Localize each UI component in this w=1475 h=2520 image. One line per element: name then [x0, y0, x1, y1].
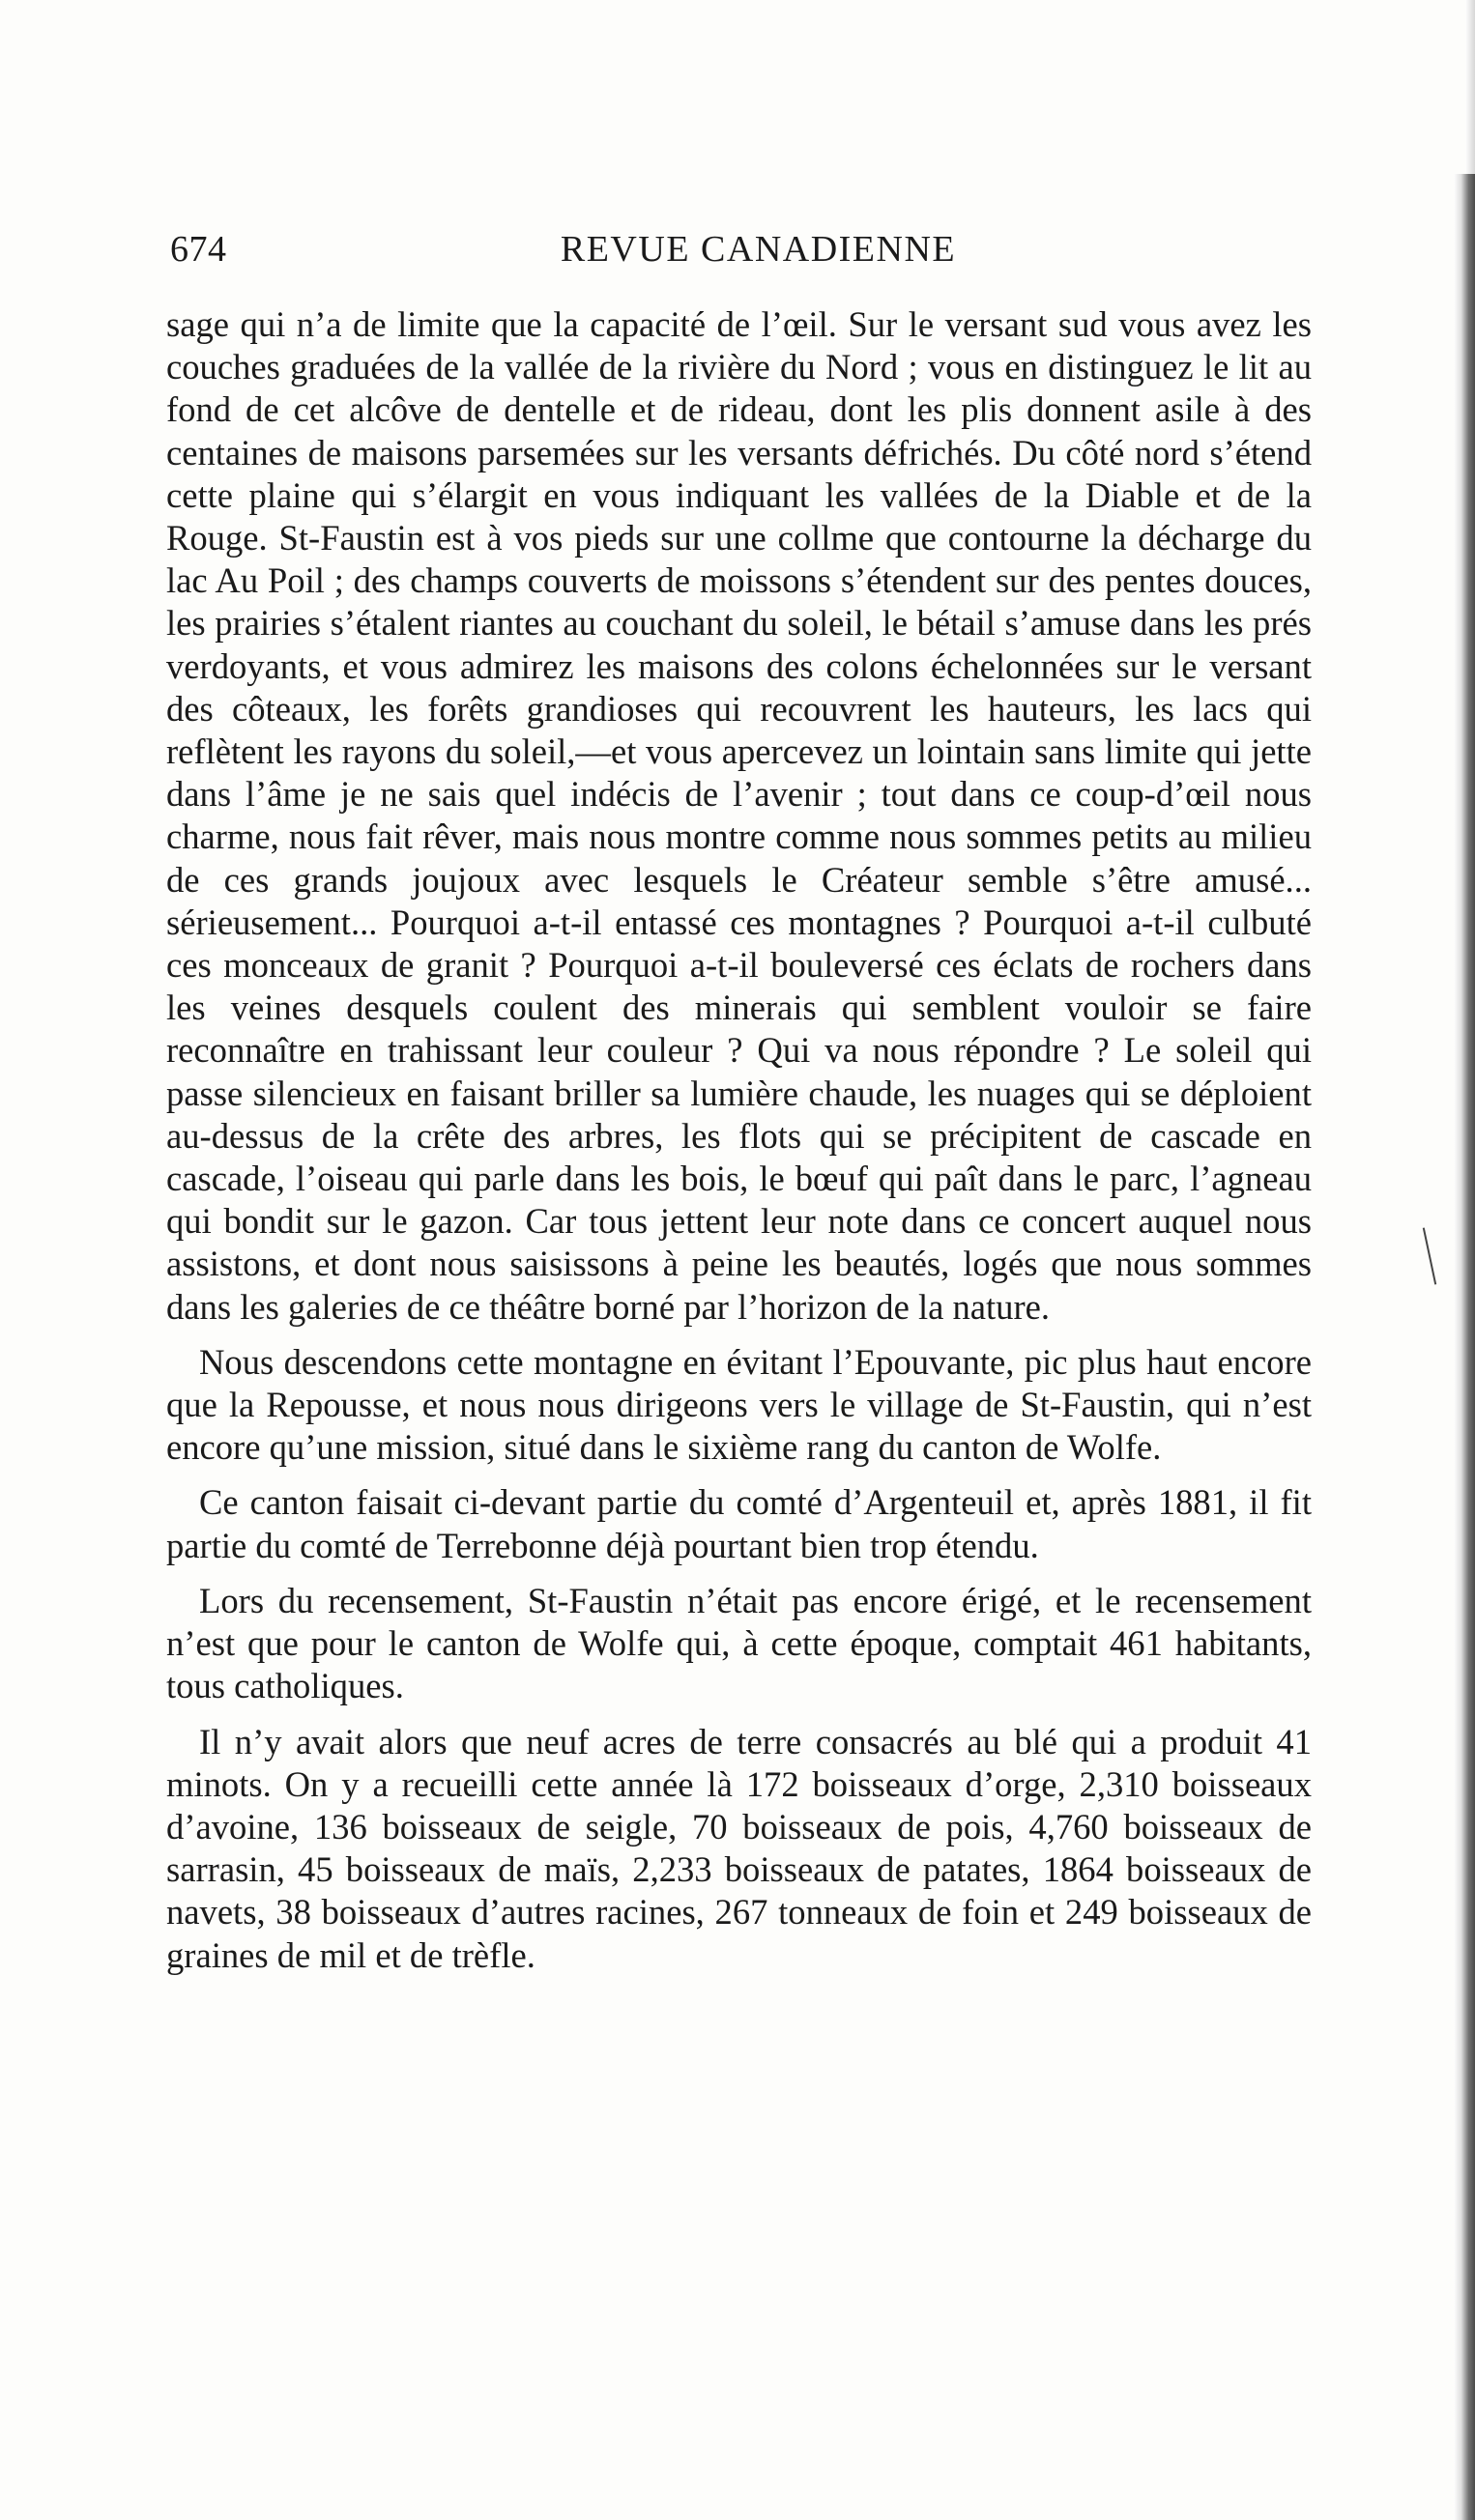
body-text	[166, 303, 1312, 1977]
paragraph: Il n’y avait alors que neuf acres de terre consacrés au blé qui a produit 41 minots. On y a recueilli cette année là 172 boisseaux d’orge, 2,310 boisseaux d’avoine, 136 boisseaux de seigle, 70 boisseaux de pois, 4,760 boisseaux de sarrasin, 45 boisseaux de maïs, 2,233 boisseaux de patates, 1864 boisseaux de navets, 38 boisseaux d’autres racines, 267 tonneaux de foin et 249 boisseaux de graines de mil et de trèfle.	[166, 1721, 1312, 1975]
running-title: REVUE CANADIENNE	[560, 229, 957, 270]
paragraph: Ce canton faisait ci-devant partie du comté d’Argenteuil et, après 1881, il fit partie du comté de Terrebonne déjà pourtant bien trop étendu.	[166, 1482, 1312, 1565]
page-edge-shadow-top	[1465, 0, 1475, 174]
paragraph: Lors du recensement, St-Faustin n’était pas encore érigé, et le recensement n’est que pour le canton de Wolfe qui, à cette époque, comptait 461 habitants, tous catholiques.	[166, 1580, 1312, 1706]
margin-scan-mark	[1423, 1227, 1436, 1284]
page-number: 674	[170, 229, 227, 270]
paragraph: sage qui n’a de limite que la capacité de l’œil. Sur le versant sud vous avez les couches graduées de la vallée de la rivière du Nord ; vous en distinguez le lit au fond de cet alcôve de dentelle et de rideau, dont les plis donnent asile à des centaines de maisons parsemées sur les versants défrichés. Du côté nord s’étend cette plaine qui s’élargit en vous indiquant les vallées de la Diable et de la Rouge. St-Faustin est à vos pieds sur une collme que contourne la décharge du lac Au Poil ; des champs couverts de moissons s’étendent sur des pentes douces, les prairies s’étalent riantes au couchant du soleil, le bétail s’amuse dans les prés verdoyants, et vous admirez les maisons des colons échelonnées sur le versant des côteaux, les forêts grandioses qui recouvrent les hauteurs, les lacs qui reflètent les rayons du soleil,—et vous apercevez un lointain sans limite qui jette dans l’âme je ne sais quel indécis de l’avenir ; tout dans ce coup-d’œil nous charme, nous fait rêver, mais nous montre comme nous sommes petits au milieu de ces grands joujoux avec lesquels le Créateur semble s’être amusé... sérieusement... Pourquoi a-t-il entassé ces montagnes ? Pourquoi a-t-il culbuté ces monceaux de granit ? Pourquoi a-t-il bouleversé ces éclats de rochers dans les veines desquels coulent des minerais qui semblent vouloir se faire reconnaître en trahissant leur couleur ? Qui va nous répondre ? Le soleil qui passe silencieux en faisant briller sa lumière chaude, les nuages qui se déploient au-dessus de la crête des arbres, les flots qui se précipitent de cascade en cascade, l’oiseau qui parle dans les bois, le bœuf qui paît dans le parc, l’agneau qui bondit sur le gazon. Car tous jettent leur note dans ce concert auquel nous assistons, et dont nous saisissons à peine les beautés, logés que nous sommes dans les galeries de ce théâtre borné par l’horizon de la nature.	[166, 304, 1312, 1327]
paragraph: Nous descendons cette montagne en évitant l’Epouvante, pic plus haut encore que la Repousse, et nous nous dirigeons vers le village de St-Faustin, qui n’est encore qu’une mission, situé dans le sixième rang du canton de Wolfe.	[166, 1341, 1312, 1468]
page-edge-shadow	[1454, 174, 1475, 2520]
page-header	[166, 228, 1312, 276]
